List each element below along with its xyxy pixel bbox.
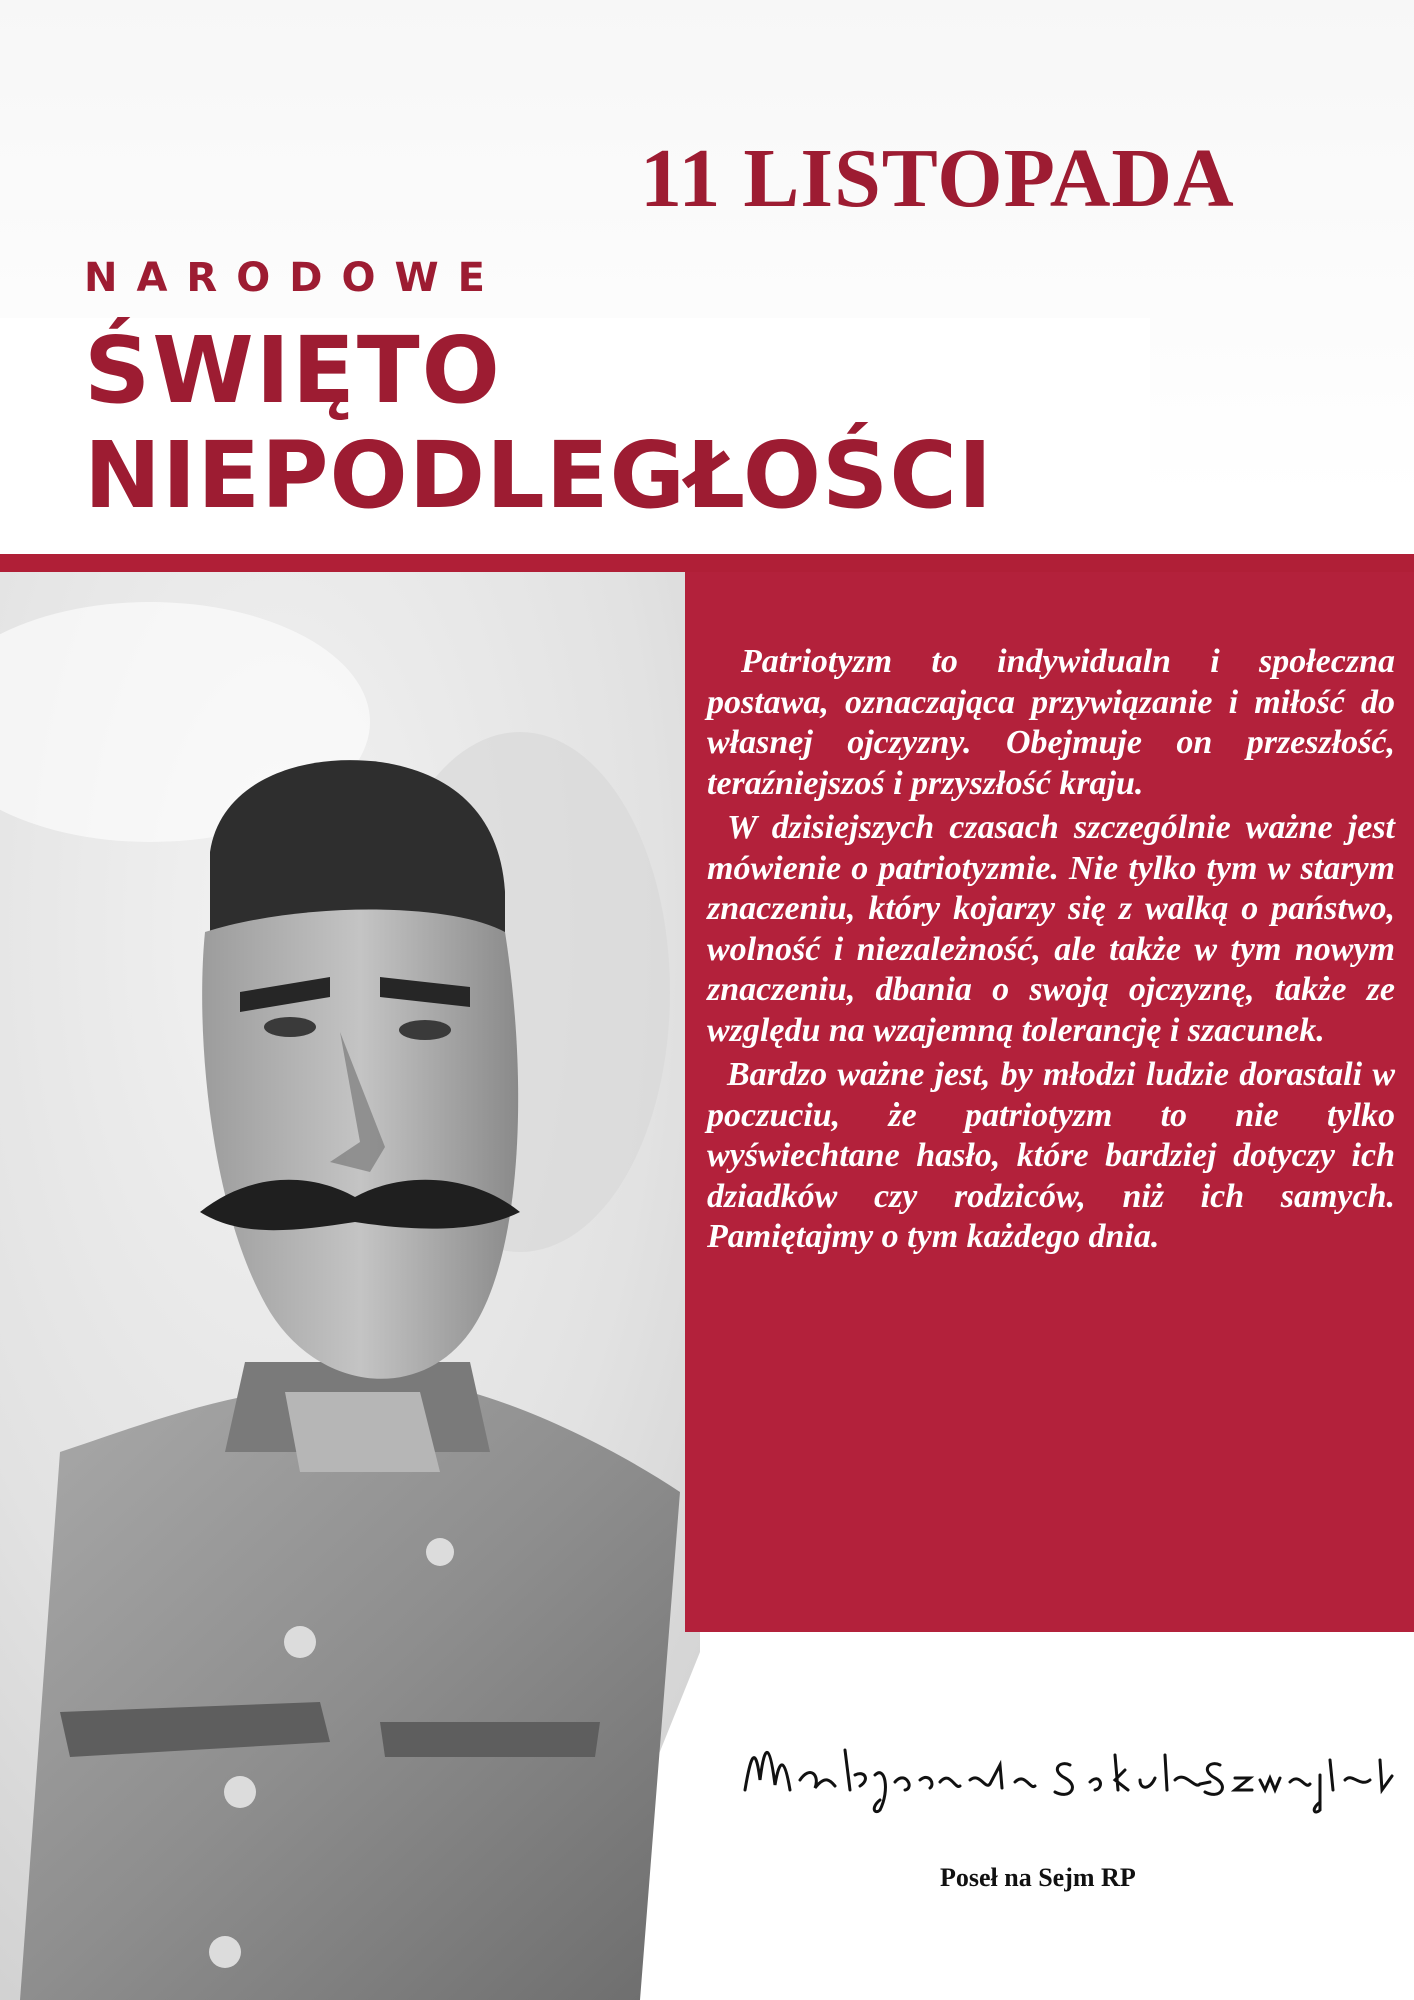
date-heading: 11 LISTOPADA (640, 132, 1235, 225)
subtitle-narodowe: NARODOWE (84, 255, 504, 301)
signature-caption: Poseł na Sejm RP (940, 1863, 1136, 1892)
portrait-image (0, 572, 700, 2000)
paragraph: W dzisiejszych czasach szczególnie ważne jest mówienie o patriotyzmie. Nie tylko tym w starym znaczeniu, który kojarzy się z walką o państwo, wolność i niezależność, ale także w tym nowym znaczeniu, dbania o swoją ojczyznę, także ze względu na wzajemną tolerancję i szacunek. (707, 809, 1395, 1049)
title-line-1: ŚWIĘTO (84, 317, 502, 424)
red-divider (0, 554, 1414, 572)
paragraph: Patriotyzm to indywidualn i społeczna postawa, oznaczająca przywiązanie i miłość do własnej ojczyzny. Obejmuje on przeszłość, teraźniejszoś i przyszłość kraju. (707, 643, 1395, 802)
text-panel (685, 572, 1414, 1632)
title-line-2: NIEPODLEGŁOŚCI (84, 422, 994, 529)
paragraph: Bardzo ważne jest, by młodzi ludzie dorastali w poczuciu, że patriotyzm to nie tylko wyświechtane hasło, które bardziej dotyczy ich dziadków czy rodziców, niż ich samych. Pamiętajmy o tym każdego dnia. (707, 1056, 1395, 1255)
handwritten-signature (730, 1720, 1410, 1820)
